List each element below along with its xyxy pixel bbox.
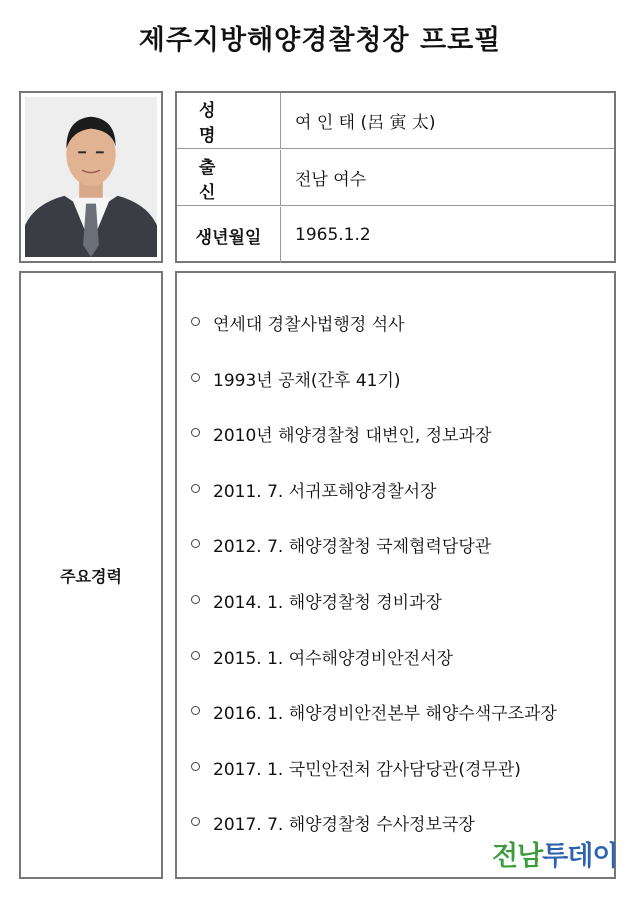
career-item: 2011. 7. 서귀포해양경찰서장 [191, 477, 557, 533]
career-item: 2017. 7. 해양경찰청 수사정보국장 [191, 810, 557, 866]
profile-info-table [175, 91, 616, 263]
circle-bullet-icon [191, 595, 200, 604]
origin-label: 출 신 [177, 150, 281, 205]
career-list [191, 310, 557, 866]
career-label: 주요경력 [60, 566, 122, 586]
birthdate-value: 1965.1.2 [295, 225, 371, 245]
circle-bullet-icon [191, 817, 200, 826]
career-item: 2017. 1. 국민안전처 감사담당관(경무관) [191, 755, 557, 811]
circle-bullet-icon [191, 317, 200, 326]
birthdate-label: 생년월일 [177, 207, 281, 263]
career-item: 2015. 1. 여수해양경비안전서장 [191, 644, 557, 700]
career-list-cell [175, 271, 616, 879]
origin-row [177, 150, 614, 206]
career-item: 2014. 1. 해양경찰청 경비과장 [191, 588, 557, 644]
name-label: 성 명 [177, 93, 281, 148]
profile-photo-frame [19, 91, 163, 263]
career-label-cell [19, 271, 163, 879]
circle-bullet-icon [191, 651, 200, 660]
profile-photo [25, 97, 157, 257]
name-value: 여 인 태 (呂 寅 太) [295, 113, 436, 133]
circle-bullet-icon [191, 373, 200, 382]
career-item: 연세대 경찰사법행정 석사 [191, 310, 557, 366]
origin-value: 전남 여수 [295, 170, 367, 190]
circle-bullet-icon [191, 484, 200, 493]
circle-bullet-icon [191, 762, 200, 771]
circle-bullet-icon [191, 539, 200, 548]
birthdate-row [177, 207, 614, 263]
career-item: 2016. 1. 해양경비안전본부 해양수색구조과장 [191, 699, 557, 755]
career-item: 2010년 해양경찰청 대변인, 정보과장 [191, 421, 557, 477]
page-title: 제주지방해양경찰청장 프로필 [138, 25, 502, 56]
circle-bullet-icon [191, 706, 200, 715]
circle-bullet-icon [191, 428, 200, 437]
career-item: 2012. 7. 해양경찰청 국제협력담당관 [191, 532, 557, 588]
name-row [177, 93, 614, 149]
watermark-logo: 전남투데이 [492, 841, 618, 872]
career-item: 1993년 공채(간후 41기) [191, 366, 557, 422]
